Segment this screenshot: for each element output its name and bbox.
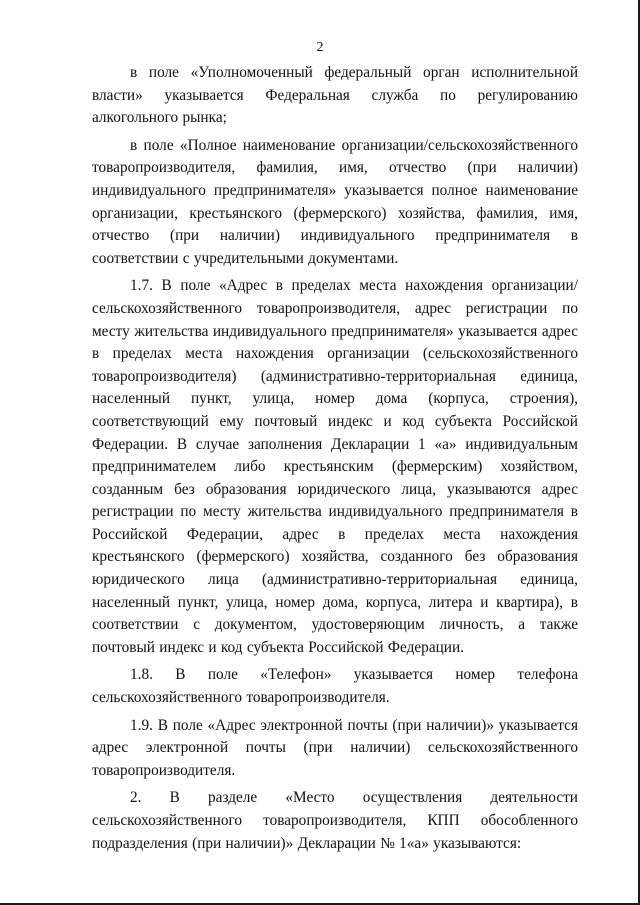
paragraph-1-7-address: 1.7. В поле «Адрес в пределах места нахождения организации/сельскохозяйственного товаропроизводителя, адрес регистрации по месту жительства индивидуального предпринимателя» указывается адрес в пределах места нахождения организации (сельскохозяйственного товаропроизводителя) (административно-территориальная единица, населенный пункт, улица, номер дома (корпуса, строения), соответствующий ему почтовый индекс и код субъекта Российской Федерации. В случае заполнения Декларации 1 «а» индивидуальным предпринимателем либо крестьянским (фермерским) хозяйством, созданным без образования юридического лица, указываются адрес регистрации по месту жительства индивидуального предпринимателя в Российской Федерации, адрес в пределах места нахождения крестьянского (фермерского) хозяйства, созданного без образования юридического лица (административно-территориальная единица, населенный пункт, улица, номер дома, корпуса, литера и квартира), в соответствии с документом, удостоверяющим личность, а также почтовый индекс и код субъекта Российской Федерации. (92, 277, 578, 656)
paragraph-1-8-phone: 1.8. В поле «Телефон» указывается номер телефона сельскохозяйственного товаропроизводителя. (92, 666, 578, 707)
document-body (92, 62, 578, 860)
paragraph-2-location: 2. В разделе «Место осуществления деятельности сельскохозяйственного товаропроизводителя, КПП обособленного подразделения (при наличии)» Декларации № 1«а» указываются: (92, 789, 578, 852)
paragraph-full-name-field: в поле «Полное наименование организации/сельскохозяйственного товаропроизводителя, фамилия, имя, отчество (при наличии) индивидуального предпринимателя» указывается полное наименование организации, крестьянского (фермерского) хозяйства, фамилия, имя, отчество (при наличии) индивидуального предпринимателя в соответствии с учредительными документами. (92, 136, 578, 267)
page-number: 2 (316, 40, 324, 55)
paragraph-authority-field: в поле «Уполномоченный федеральный орган исполнительной власти» указывается Федеральная служба по регулированию алкогольного рынка; (92, 64, 578, 127)
paragraph-1-9-email: 1.9. В поле «Адрес электронной почты (при наличии)» указывается адрес электронной почты (при наличии) сельскохозяйственного товаропроизводителя. (92, 716, 578, 779)
